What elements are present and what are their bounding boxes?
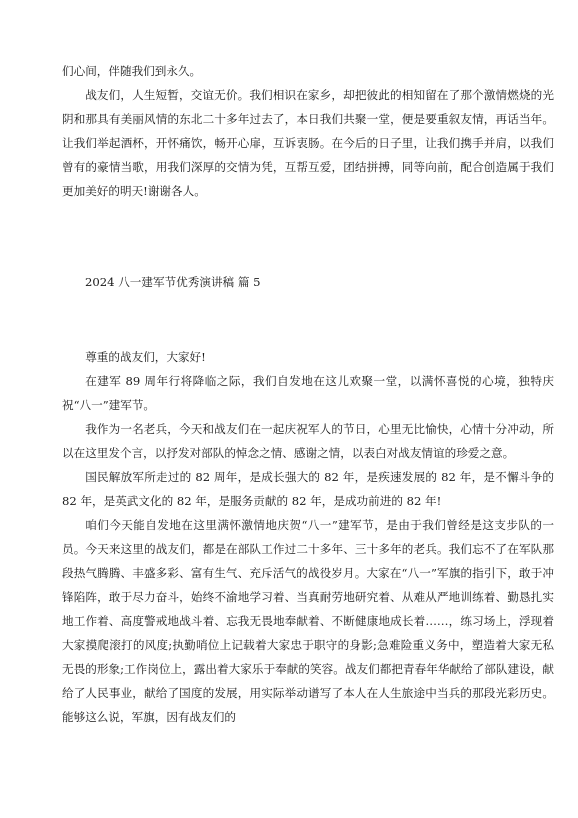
closing-paragraph: 战友们，人生短暂，交谊无价。我们相识在家乡，却把彼此的相知留在了那个激情燃烧的光阴和那具有美丽风情的东北二十多年过去了，本日我们共聚一堂，便是要重叙友情，再话当年。让我们举起酒杯，开怀痛饮，畅开心扉，互诉衷肠。在今后的日子里，让我们携手并肩，以我们曾有的豪情当歌，用我们深厚的交情为凭，互帮互爱，团结拼搏，同等向前，配合创造属于我们更加美好的明天!谢谢各人。	[62, 88, 554, 198]
paragraph: 我作为一名老兵，今天和战友们在一起庆祝军人的节日，心里无比愉快，心情十分冲动，所以在这里发个言，以抒发对部队的悼念之情、感谢之情，以表白对战友情谊的珍爱之意。	[62, 422, 554, 460]
continuation-line: 们心间，伴随我们到永久。	[62, 64, 202, 78]
greeting: 尊重的战友们，大家好!	[85, 350, 206, 364]
speech-body	[62, 345, 554, 729]
paragraph: 国民解放军所走过的 82 周年，是成长强大的 82 年，是疾速发展的 82 年，是不懈斗争的 82 年，是英武文化的 82 年，是服务贡献的 82 年，是成功前进的 82 年!	[62, 470, 554, 508]
paragraph: 咱们今天能自发地在这里满怀激情地庆贺“八一”建军节，是由于我们曾经是这支步队的一员。今天来这里的战友们，都是在部队工作过二十多年、三十多年的老兵。我们忘不了在军队那段热气腾腾、丰盛多彩、富有生气、充斥活气的战役岁月。大家在“八一”军旗的指引下，敢于冲锋陷阵，敢于尽力奋斗，始终不渝地学习着、当真耐劳地研究着、从难从严地训练着、勤恳扎实地工作着、高度警戒地战斗着、忘我无畏地奉献着、不断健康地成长着……，练习场上，浮现着大家摸爬滚打的风度;执勤哨位上记载着大家忠于职守的身影;急难险重义务中，塑造着大家无私无畏的形象;工作岗位上，露出着大家乐于奉献的笑容。战友们都把青春年华献给了部队建设，献给了人民事业，献给了国度的发展，用实际举动谱写了本人在人生旅途中当兵的那段光彩历史。能够这么说，军旗，因有战友们的	[62, 518, 554, 724]
previous-speech-ending	[62, 59, 554, 203]
paragraph: 在建军 89 周年行将降临之际，我们自发地在这儿欢聚一堂，以满怀喜悦的心境，独特庆祝“八一”建军节。	[62, 374, 554, 412]
section-title: 2024 八一建军节优秀演讲稿 篇 5	[85, 275, 261, 289]
